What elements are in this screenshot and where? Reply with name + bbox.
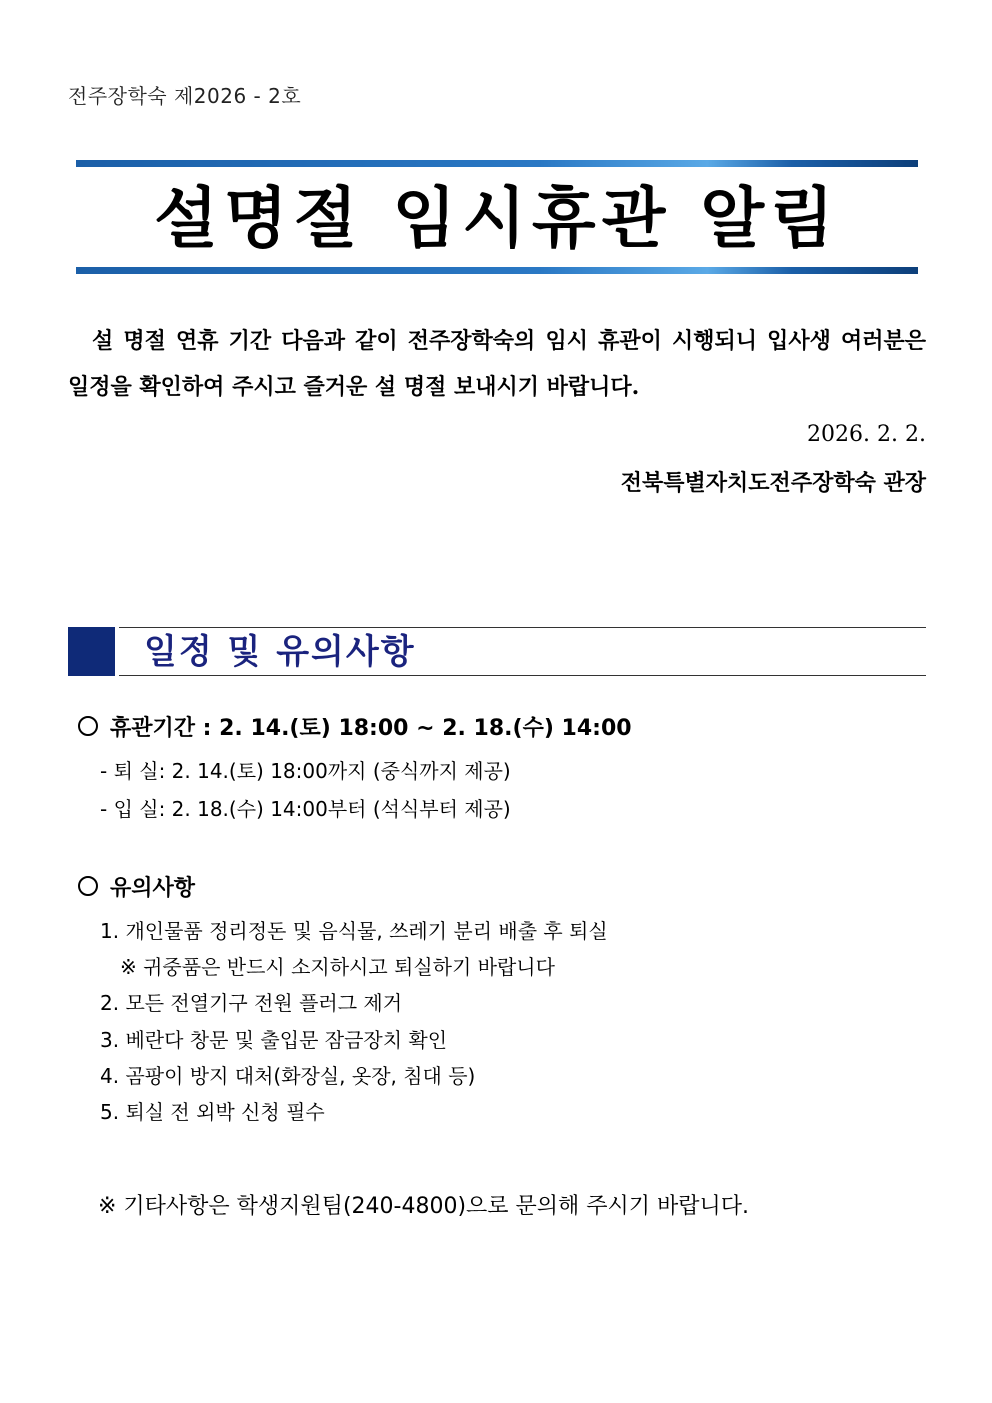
notes-heading-text: 유의사항 — [110, 876, 196, 901]
checkout-item: - 퇴 실: 2. 14.(토) 18:00까지 (중식까지 제공) — [100, 759, 511, 783]
note-item-1: 1. 개인물품 정리정돈 및 음식물, 쓰레기 분리 배출 후 퇴실 — [100, 919, 608, 943]
circle-bullet-icon — [78, 716, 98, 736]
section-title: 일정 및 유의사항 — [144, 632, 416, 672]
note-item-3: 3. 베란다 창문 및 출입문 잠금장치 확인 — [100, 1028, 448, 1052]
signer: 전북특별자치도전주장학숙 관장 — [620, 470, 926, 496]
circle-bullet-icon — [78, 876, 98, 896]
title-rule-bottom — [76, 267, 918, 274]
closure-period-heading — [78, 714, 632, 744]
page-title: 설명절 임시휴관 알림 — [154, 180, 840, 257]
notes-heading — [78, 874, 195, 904]
intro-paragraph: 설 명절 연휴 기간 다음과 같이 전주장학숙의 임시 휴관이 시행되니 입사생 여러분은 일정을 확인하여 주시고 즐거운 설 명절 보내시기 바랍니다. — [68, 328, 926, 400]
title-rule-top — [76, 160, 918, 167]
closure-period-text: 휴관기간 : 2. 14.(토) 18:00 ~ 2. 18.(수) 14:00 — [110, 716, 632, 741]
note-item-1-sub: ※ 귀중품은 반드시 소지하시고 퇴실하기 바랍니다 — [120, 955, 555, 979]
issue-date: 2026. 2. 2. — [807, 422, 926, 447]
section-rule-top — [119, 627, 926, 628]
section-rule-bottom — [119, 675, 926, 676]
document-number: 전주장학숙 제2026 - 2호 — [68, 84, 302, 108]
note-item-5: 5. 퇴실 전 외박 신청 필수 — [100, 1100, 325, 1124]
note-item-2: 2. 모든 전열기구 전원 플러그 제거 — [100, 991, 403, 1015]
checkin-item: - 입 실: 2. 18.(수) 14:00부터 (석식부터 제공) — [100, 797, 511, 821]
note-item-4: 4. 곰팡이 방지 대처(화장실, 옷장, 침대 등) — [100, 1064, 476, 1088]
section-marker-block — [68, 627, 115, 676]
section-header — [68, 627, 926, 676]
contact-note: ※ 기타사항은 학생지원팀(240-4800)으로 문의해 주시기 바랍니다. — [98, 1194, 750, 1219]
